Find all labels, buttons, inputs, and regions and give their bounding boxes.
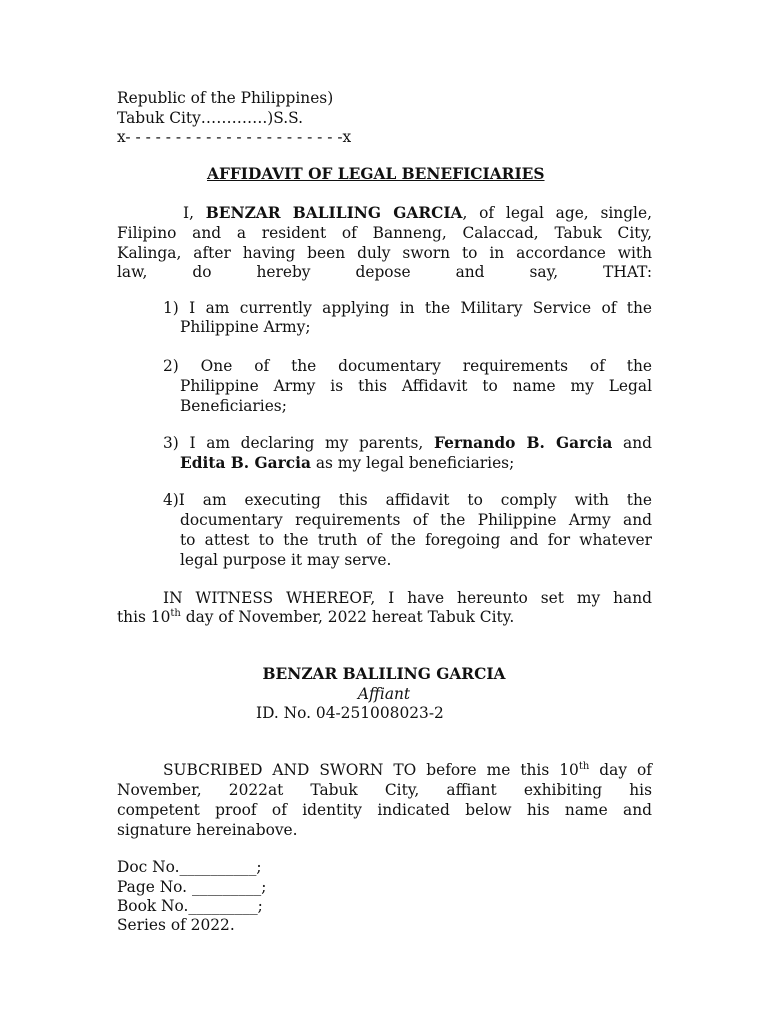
intro-line-3: Kalinga, after having been duly sworn to in accordance with [117,244,652,262]
affiant-signature-name: BENZAR BALILING GARCIA [262,665,506,683]
witness-line-1: IN WITNESS WHEREOF, I have hereunto set my hand [163,589,652,607]
item-3-line-1 [163,433,652,453]
page-number: Page No. _________; [117,878,267,896]
series-year: Series of 2022. [117,916,235,934]
book-number: Book No._________; [117,897,263,915]
item-4-line-4: legal purpose it may serve. [180,551,392,569]
item-2-line-2: Philippine Army is this Affidavit to name my Legal [180,377,652,395]
caption-divider: x- - - - - - - - - - - - - - - - - - - - - -x [117,128,352,146]
affiant-name-intro: BENZAR BALILING GARCIA [205,204,463,222]
jurat-line-2: November, 2022at Tabuk City, affiant exhibiting his [117,781,652,799]
item-2-line-3: Beneficiaries; [180,397,287,415]
affiant-id-number: ID. No. 04-251008023-2 [256,704,444,722]
witness-date-post: day of November, 2022 hereat Tabuk City. [180,608,515,626]
intro-line-4: law, do hereby depose and say, THAT: [117,263,652,281]
jurat-line-1 [163,760,652,780]
item-3-pre: 3) I am declaring my parents, [163,434,434,452]
item-3-line-2-post: as my legal beneficiaries; [310,454,515,472]
caption-city: Tabuk City………….)S.S. [117,109,304,127]
item-1-line-1: 1) I am currently applying in the Military Service of the [163,299,652,317]
mother-name: Edita B. Garcia [180,454,311,472]
item-3-line-2 [180,453,514,473]
jurat-date-suffix: th [578,760,590,772]
affiant-role: Affiant [357,685,411,703]
intro-line-2: Filipino and a resident of Banneng, Calaccad, Tabuk City, [117,224,652,242]
item-4-line-2: documentary requirements of the Philippine Army and [180,511,652,529]
item-3-post: and [612,434,652,452]
item-4-line-3: to attest to the truth of the foregoing and for whatever [180,531,652,549]
intro-line-1 [117,203,652,223]
father-name: Fernando B. Garcia [433,434,613,452]
item-1-line-2: Philippine Army; [180,318,311,336]
jurat-pre: SUBCRIBED AND SWORN TO before me this 10 [163,761,579,779]
doc-number: Doc No.__________; [117,858,262,876]
jurat-line-3: competent proof of identity indicated below his name and [117,801,652,819]
item-2-line-1: 2) One of the documentary requirements of the [163,357,652,375]
intro-post: , of legal age, single, [462,204,652,222]
item-4-line-1: 4)I am executing this affidavit to comply with the [163,491,652,509]
jurat-line-4: signature hereinabove. [117,821,298,839]
witness-date-suffix: th [170,607,181,619]
jurat-post: day of [589,761,652,779]
intro-pre: I, [183,204,206,222]
document-title: AFFIDAVIT OF LEGAL BENEFICIARIES [207,165,545,183]
witness-line-2 [117,607,514,627]
caption-republic: Republic of the Philippines) [117,89,334,107]
witness-date-pre: this 10 [117,608,171,626]
